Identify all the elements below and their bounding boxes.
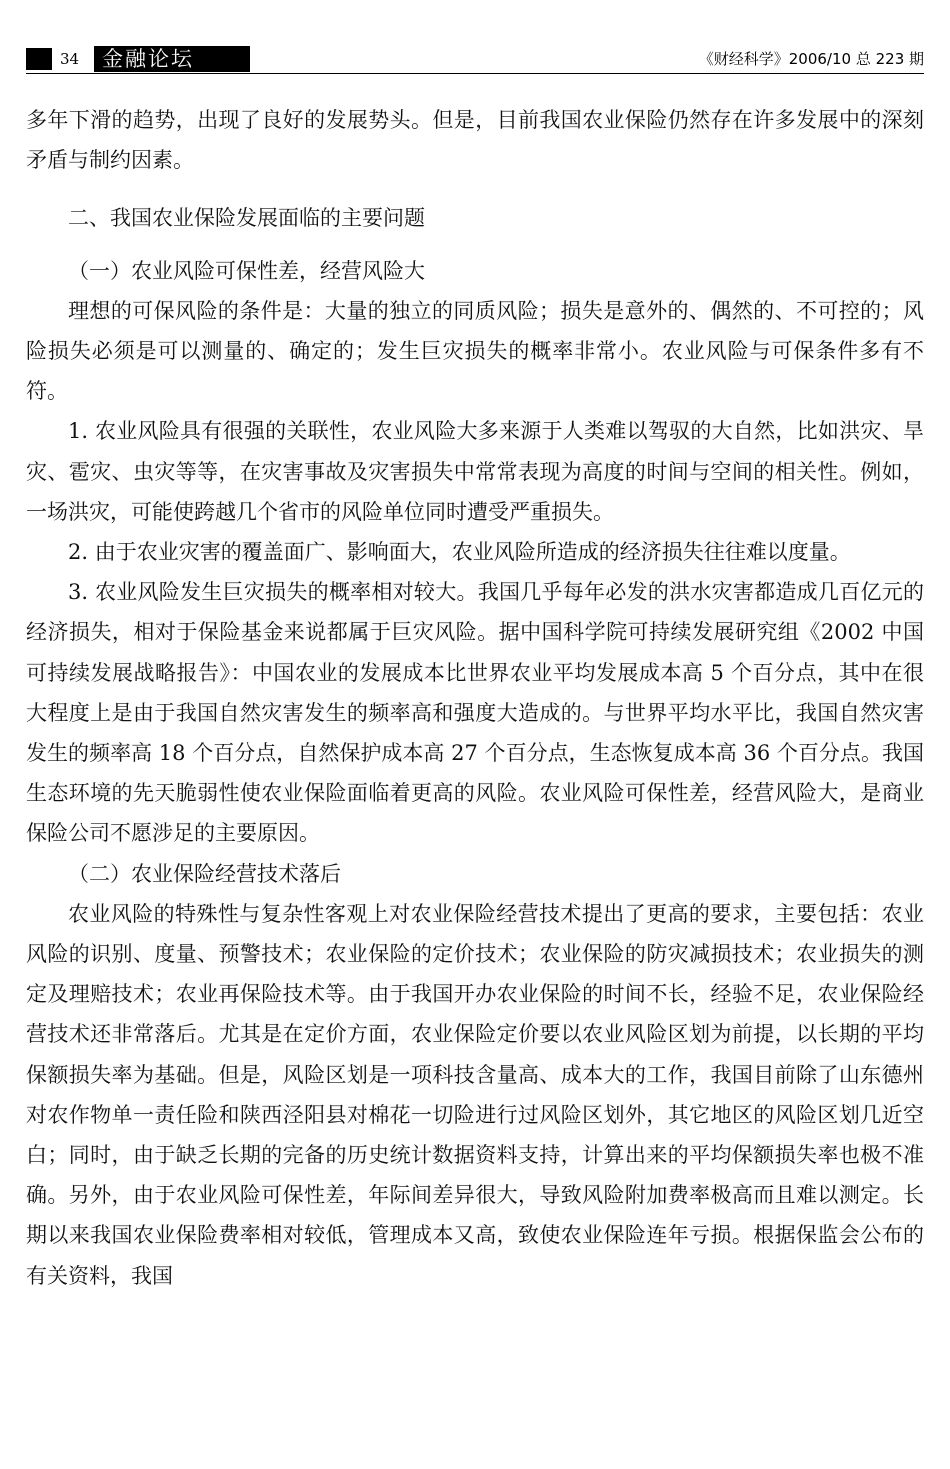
paragraph-point-3: 3. 农业风险发生巨灾损失的概率相对较大。我国几乎每年必发的洪水灾害都造成几百亿元的经济损失，相对于保险基金来说都属于巨灾风险。据中国科学院可持续发展研究组《2002 中国可持续发展战略报告》：中国农业的发展成本比世界农业平均发展成本高 5 个百分点，其中在很大程度上是由于我国自然灾害发生的频率高和强度大造成的。与世界平均水平比，我国自然灾害发生的频率高 18 个百分点，自然保护成本高 27 个百分点，生态恢复成本高 36 个百分点。我国生态环境的先天脆弱性使农业保险面临着更高的风险。农业风险可保性差，经营风险大，是商业保险公司不愿涉足的主要原因。 xyxy=(26,580,924,846)
paragraph-continued: 多年下滑的趋势，出现了良好的发展势头。但是，目前我国农业保险仍然存在许多发展中的深刻矛盾与制约因素。 xyxy=(26,108,924,173)
header-black-block xyxy=(26,48,52,70)
section-heading: 二、我国农业保险发展面临的主要问题 xyxy=(68,206,425,231)
journal-issue: 《财经科学》2006/10 总 223 期 xyxy=(698,50,924,68)
paragraph-technology: 农业风险的特殊性与复杂性客观上对农业保险经营技术提出了更高的要求，主要包括：农业风险的识别、度量、预警技术；农业保险的定价技术；农业保险的防灾减损技术；农业损失的测定及理赔技术；农业再保险技术等。由于我国开办农业保险的时间不长，经验不足，农业保险经营技术还非常落后。尤其是在定价方面，农业保险定价要以农业风险区划为前提，以长期的平均保额损失率为基础。但是，风险区划是一项科技含量高、成本大的工作，我国目前除了山东德州对农作物单一责任险和陕西泾阳县对棉花一切险进行过风险区划外，其它地区的风险区划几近空白；同时，由于缺乏长期的完备的历史统计数据资料支持，计算出来的平均保额损失率也极不准确。另外，由于农业风险可保性差，年际间差异很大，导致风险附加费率极高而且难以测定。长期以来我国农业保险费率相对较低，管理成本又高，致使农业保险连年亏损。根据保监会公布的有关资料，我国 xyxy=(26,901,924,1288)
paragraph-point-1: 1. 农业风险具有很强的关联性，农业风险大多来源于人类难以驾驭的大自然，比如洪灾、旱灾、雹灾、虫灾等等，在灾害事故及灾害损失中常常表现为高度的时间与空间的相关性。例如，一场洪灾，可能使跨越几个省市的风险单位同时遭受严重损失。 xyxy=(26,419,924,524)
paragraph-insurable-risk: 理想的可保风险的条件是：大量的独立的同质风险；损失是意外的、偶然的、不可控的；风险损失必须是可以测量的、确定的；发生巨灾损失的概率非常小。农业风险与可保条件多有不符。 xyxy=(26,298,924,404)
subsection-heading-2: （二）农业保险经营技术落后 xyxy=(68,861,341,886)
page-number: 34 xyxy=(60,50,80,68)
article-body xyxy=(26,100,924,1296)
column-title: 金融论坛 xyxy=(94,46,250,72)
header-rule xyxy=(26,73,924,74)
paragraph-point-2: 2. 由于农业灾害的覆盖面广、影响面大，农业风险所造成的经济损失往往难以度量。 xyxy=(68,540,851,565)
running-header xyxy=(26,44,924,72)
subsection-heading-1: （一）农业风险可保性差，经营风险大 xyxy=(68,258,425,283)
